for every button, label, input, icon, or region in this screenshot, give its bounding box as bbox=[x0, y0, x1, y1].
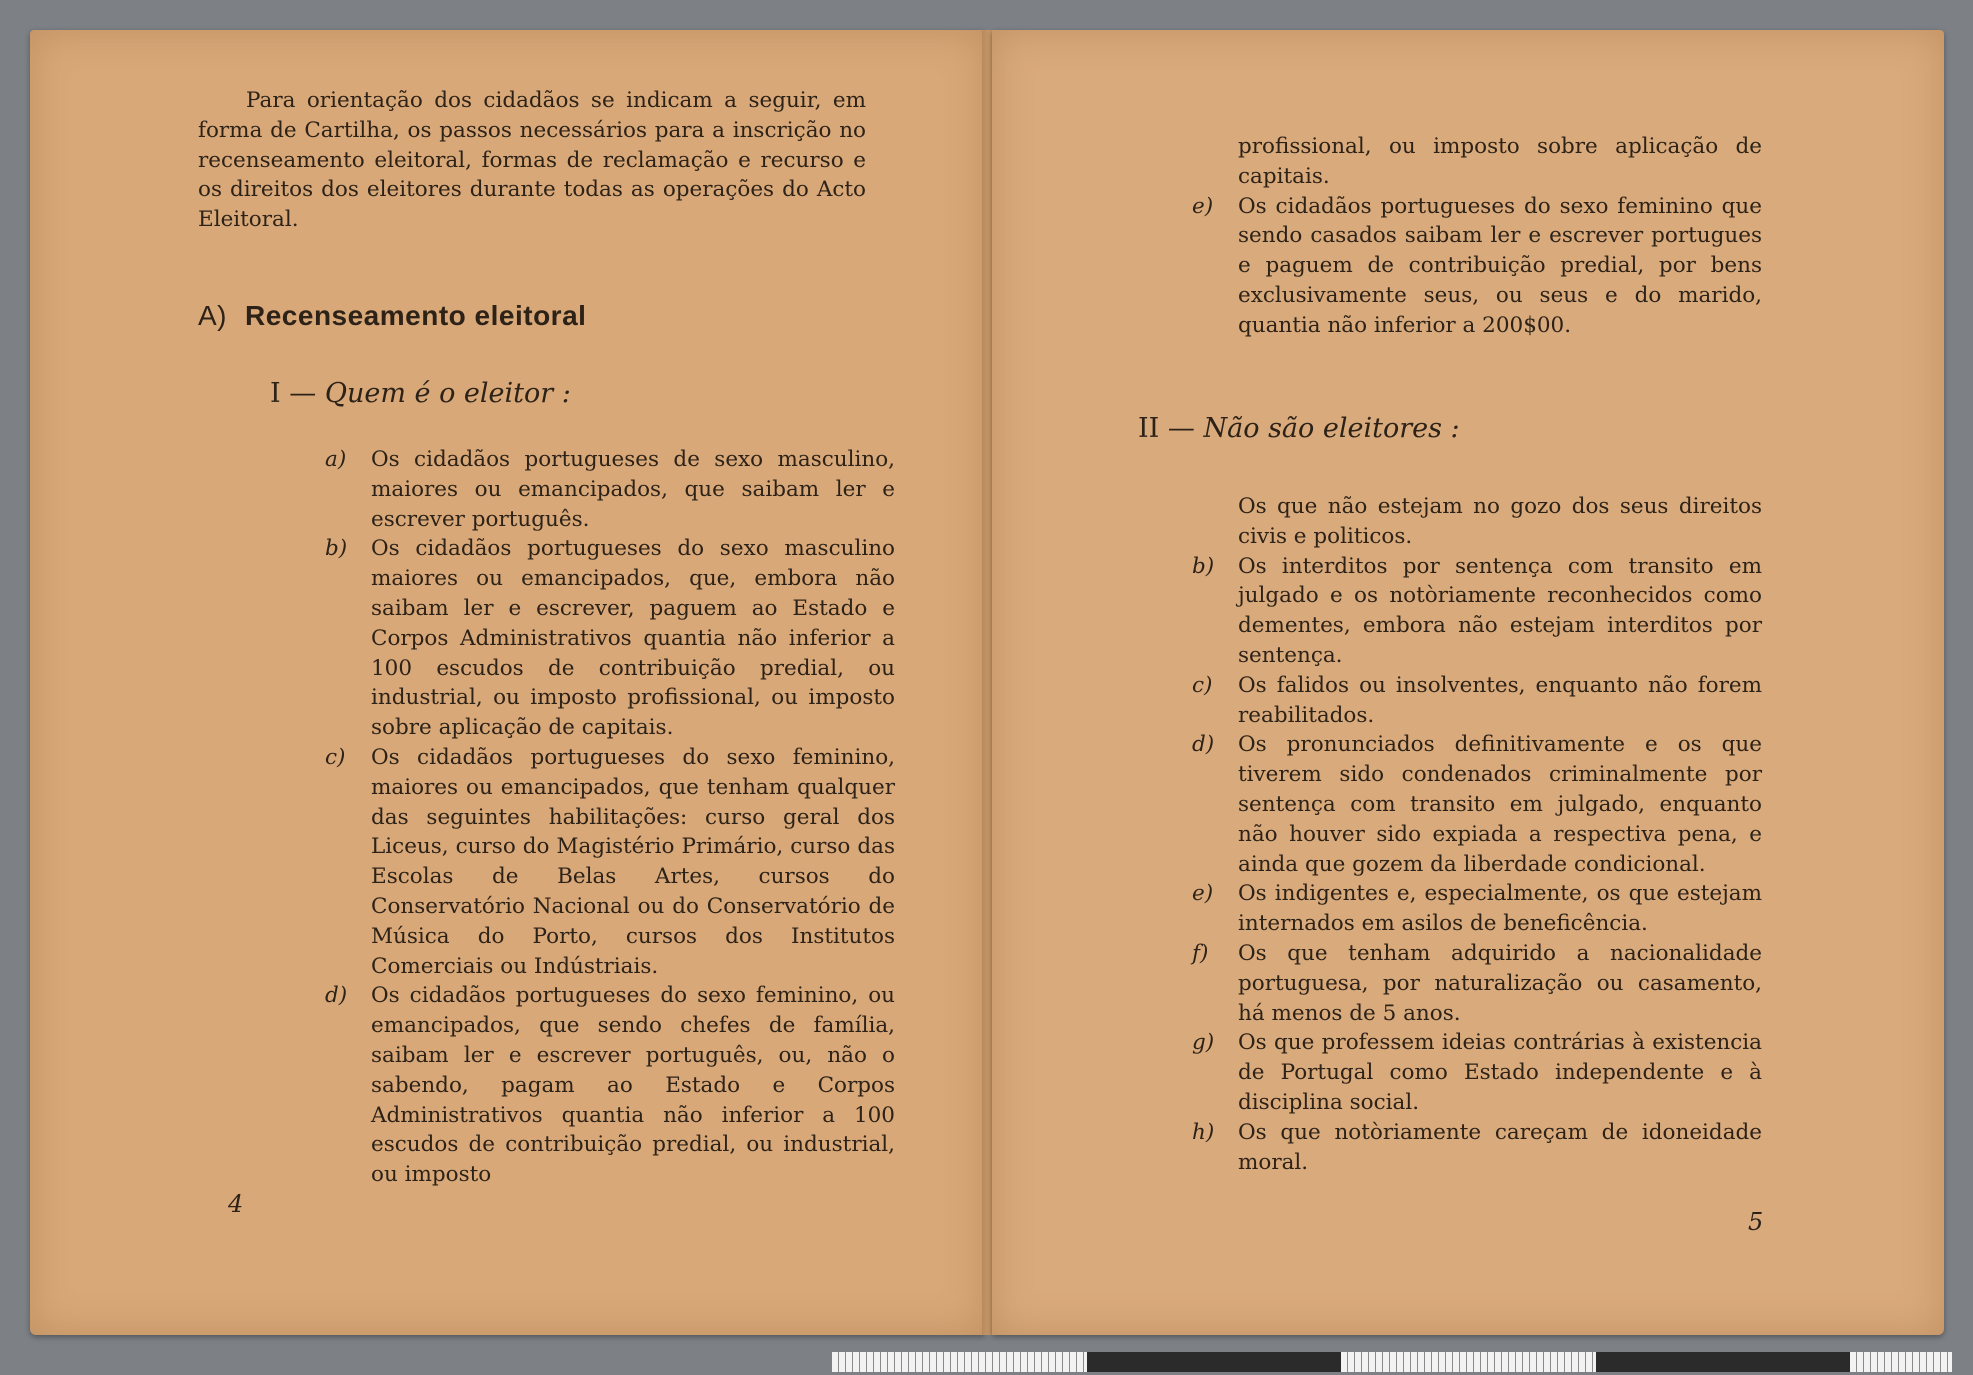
scale-ruler bbox=[832, 1352, 1952, 1372]
list-item: a) Os cidadãos portugueses de sexo masculino, maiores ou emancipados, que saibam ler e escrever português. bbox=[325, 447, 895, 532]
subsection-heading-1 bbox=[270, 378, 571, 409]
page-number-left: 4 bbox=[228, 1190, 244, 1218]
list-item: b) Os cidadãos portugueses do sexo masculino maiores ou emancipados, que, embora não saibam ler e escrever, paguem ao Estado e Corpos Administrativos quantia não inferior a 100 escudos de contribuição predial, ou industrial, ou imposto profissional, ou imposto sobre aplicação de capitais. bbox=[325, 536, 895, 741]
section-letter: A) bbox=[198, 300, 227, 331]
section-heading bbox=[198, 300, 586, 332]
list-item: e) Os indigentes e, especialmente, os que estejam internados em asilos de beneficência. bbox=[1192, 881, 1762, 937]
list-item: d) Os pronunciados definitivamente e os que tiverem sido condenados criminalmente por sentença com transito em julgado, enquanto não houver sido expiada a respectiva pena, e ainda que gozem da liberdade condicional. bbox=[1192, 732, 1762, 877]
list-item: h) Os que notòriamente careçam de idoneidade moral. bbox=[1192, 1119, 1762, 1175]
subsection-title: Não são eleitores : bbox=[1203, 413, 1460, 444]
eligible-list bbox=[325, 445, 895, 1190]
subsection-title: Quem é o eleitor : bbox=[324, 378, 571, 409]
list-item: d) Os cidadãos portugueses do sexo feminino, ou emancipados, que sendo chefes de família, saibam ler e escrever português, ou, não o sabendo, pagam ao Estado e Corpos Administrativos quantia não inferior a 100 escudos de contribuição predial, ou industrial, ou imposto bbox=[325, 983, 895, 1188]
subsection-heading-2 bbox=[1138, 413, 1460, 444]
ineligible-list bbox=[1192, 492, 1762, 1177]
page-number-right: 5 bbox=[1748, 1208, 1764, 1236]
list-item: Os que não estejam no gozo dos seus direitos civis e politicos. bbox=[1238, 494, 1762, 549]
continuation-text: profissional, ou imposto sobre aplicação de capitais. bbox=[1238, 134, 1762, 189]
list-item: f) Os que tenham adquirido a nacionalidade portuguesa, por naturalização ou casamento, há menos de 5 anos. bbox=[1192, 940, 1762, 1026]
list-item: e) Os cidadãos portugueses do sexo feminino que sendo casados saibam ler e escrever portugues e paguem de contribuição predial, por bens exclusivamente seus, ou seus e do marido, quantia não inferior a 200$00. bbox=[1192, 193, 1762, 338]
intro-paragraph: Para orientação dos cidadãos se indicam a seguir, em forma de Cartilha, os passos necessários para a inscrição no recenseamento eleitoral, formas de reclamação e recurso e os direitos dos eleitores durante todas as operações do Acto Eleitoral. bbox=[198, 88, 866, 233]
list-item: g) Os que professem ideias contrárias à existencia de Portugal como Estado independente e à disciplina social. bbox=[1192, 1030, 1762, 1115]
list-item: c) Os falidos ou insolventes, enquanto não forem reabilitados. bbox=[1192, 672, 1762, 728]
list-item: b) Os interditos por sentença com transito em julgado e os notòriamente reconhecidos como dementes, embora não estejam interditos por sentença. bbox=[1192, 553, 1762, 668]
list-item: c) Os cidadãos portugueses do sexo feminino, maiores ou emancipados, que tenham qualquer das seguintes habilitações: curso geral dos Liceus, curso do Magistério Primário, curso das Escolas de Belas Artes, cursos do Conservatório Nacional ou do Conservatório de Música do Porto, cursos dos Institutos Comerciais ou Indústriais. bbox=[325, 744, 895, 979]
subsection-roman: I — bbox=[270, 378, 317, 409]
continuation-list bbox=[1192, 132, 1762, 341]
list-item bbox=[1192, 132, 1762, 192]
subsection-roman: II — bbox=[1138, 413, 1195, 444]
section-title: Recenseamento eleitoral bbox=[245, 300, 587, 331]
